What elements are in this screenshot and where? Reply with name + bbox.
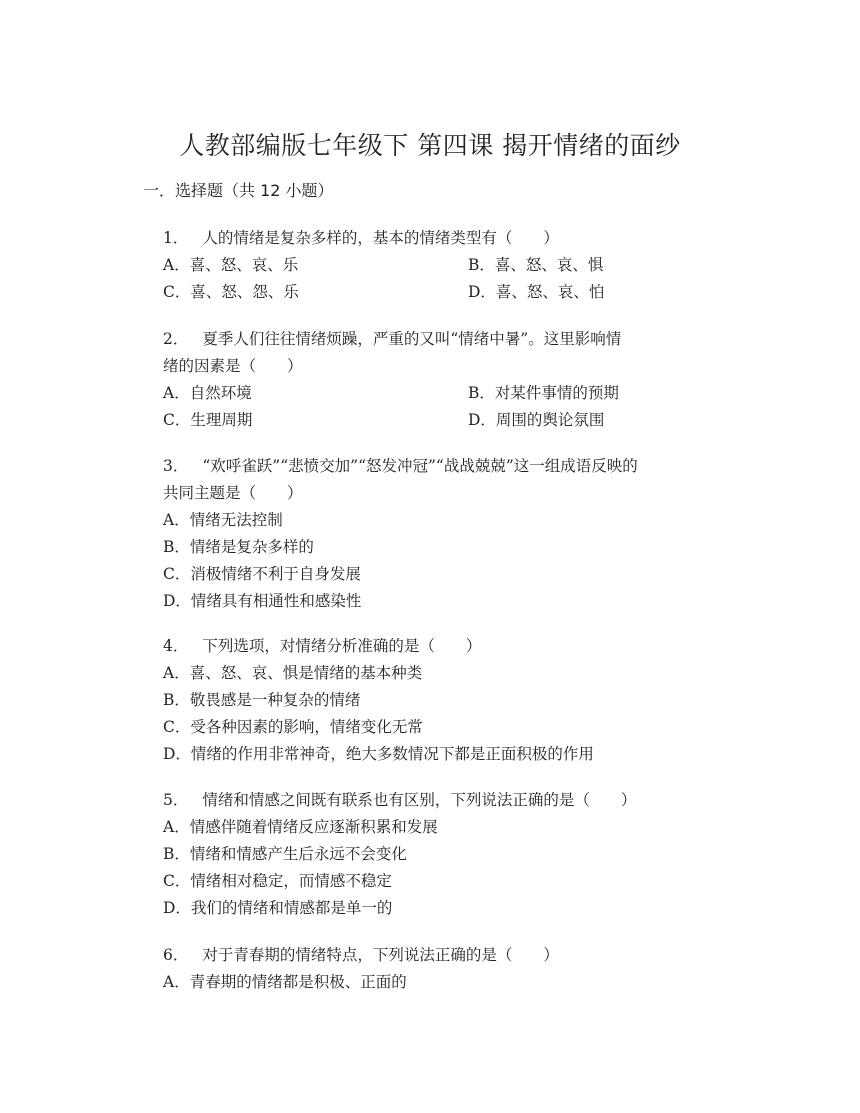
option-a: A．情绪无法控制 (163, 511, 283, 529)
question-number: 2． (163, 330, 189, 348)
question-stem (163, 633, 723, 660)
option-b: B．情绪是复杂多样的 (163, 538, 314, 556)
question-stem (163, 942, 723, 969)
option-b: B．情绪和情感产生后永远不会变化 (163, 845, 407, 863)
question-number: 1． (163, 229, 189, 247)
question-text: 对于青春期的情绪特点，下列说法正确的是（ ） (202, 946, 559, 964)
option-a: A．喜、怒、哀、乐 (163, 256, 299, 274)
option-b: B．对某件事情的预期 (468, 384, 619, 402)
question-4 (163, 633, 723, 768)
section-heading: 一．选择题（共 12 小题） (143, 181, 334, 200)
option-d: D．我们的情绪和情感都是单一的 (163, 899, 393, 917)
option-a: A．自然环境 (163, 384, 252, 402)
question-text: “欢呼雀跃”“悲愤交加”“怒发冲冠”“战战兢兢”这一组成语反映的 (202, 457, 638, 475)
question-number: 4． (163, 637, 189, 655)
option-c: C．情绪相对稳定，而情感不稳定 (163, 872, 392, 890)
question-number: 5． (163, 791, 189, 809)
option-c: C．生理周期 (163, 411, 253, 429)
question-stem (163, 787, 723, 814)
question-stem (163, 326, 723, 353)
question-text: 下列选项，对情绪分析准确的是（ ） (202, 637, 482, 655)
question-stem (163, 453, 723, 480)
option-c: C．受各种因素的影响，情绪变化无常 (163, 718, 423, 736)
option-d: D．情绪的作用非常神奇，绝大多数情况下都是正面积极的作用 (163, 745, 594, 763)
question-5 (163, 787, 723, 922)
question-6 (163, 942, 723, 996)
option-d: D．情绪具有相通性和感染性 (163, 592, 362, 610)
option-b: B．喜、怒、哀、惧 (468, 256, 604, 274)
question-text-continued: 绪的因素是（ ） (163, 357, 303, 375)
option-d: D．喜、怒、哀、怕 (468, 283, 605, 301)
option-d: D．周围的舆论氛围 (468, 411, 605, 429)
option-a: A．青春期的情绪都是积极、正面的 (163, 973, 407, 991)
option-a: A．喜、怒、哀、惧是情绪的基本种类 (163, 664, 423, 682)
question-stem (163, 225, 723, 252)
option-c: C．喜、怒、怨、乐 (163, 283, 299, 301)
option-b: B．敬畏感是一种复杂的情绪 (163, 691, 361, 709)
question-text: 情绪和情感之间既有联系也有区别，下列说法正确的是（ ） (202, 791, 637, 809)
option-a: A．情感伴随着情绪反应逐渐积累和发展 (163, 818, 438, 836)
option-c: C．消极情绪不利于自身发展 (163, 565, 361, 583)
question-number: 6． (163, 946, 189, 964)
question-text-continued: 共同主题是（ ） (163, 484, 303, 502)
page-title: 人教部编版七年级下 第四课 揭开情绪的面纱 (179, 131, 681, 160)
question-1 (163, 225, 723, 306)
question-3 (163, 453, 723, 615)
question-text: 夏季人们往往情绪烦躁，严重的又叫“情绪中暑”。这里影响情 (202, 330, 622, 348)
question-text: 人的情绪是复杂多样的，基本的情绪类型有（ ） (202, 229, 559, 247)
question-number: 3． (163, 457, 189, 475)
question-2 (163, 326, 723, 434)
